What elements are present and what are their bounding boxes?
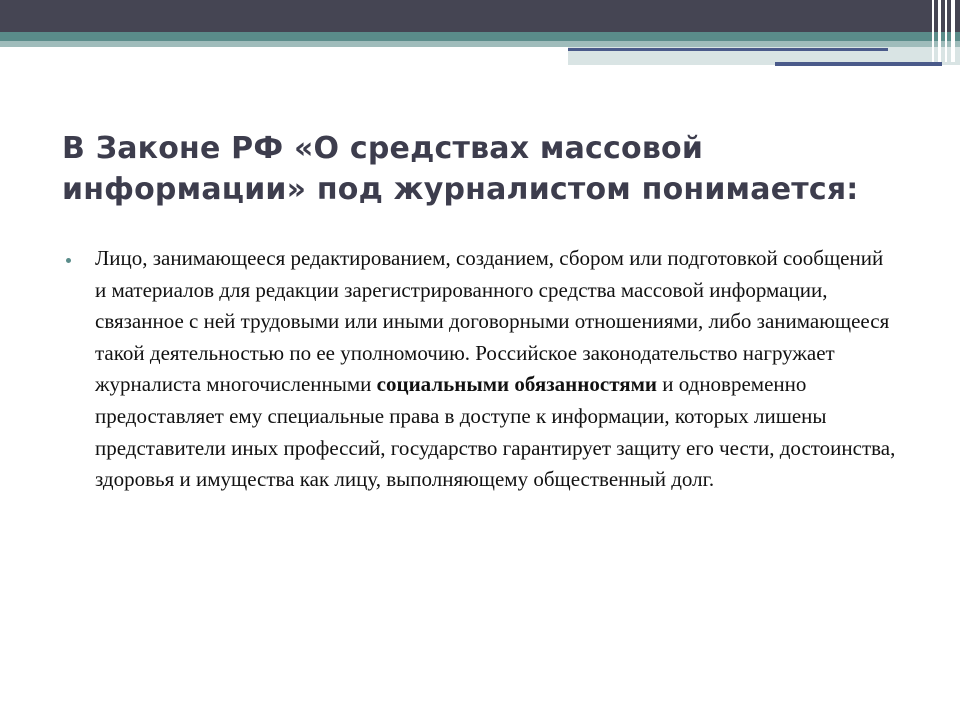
header-stripes xyxy=(930,0,960,62)
header-accent-line xyxy=(568,48,888,51)
title-line-2: информации» под журналистом понимается: xyxy=(62,172,859,207)
bullet-dot-icon xyxy=(66,258,71,263)
bullet-text-part-1: Лицо, занимающееся редактированием, созданием, сбором или подготовкой сообщений и материалов для редакции зарегистрированного средства массовой информации, связанное с ней трудовыми или иными договорными отношениями, либо занимающееся такой деятельностью по ее уполномочию. Российское законодательство нагружает журналиста многочисленными xyxy=(95,246,890,397)
header-band-teal xyxy=(0,32,960,41)
header-band-dark xyxy=(0,0,960,32)
bullet-text xyxy=(95,243,898,496)
bullet-text-bold: социальными обязанностями xyxy=(376,372,657,397)
title-line-1: В Законе РФ «О средствах массовой xyxy=(62,131,704,166)
slide-title xyxy=(62,128,922,210)
bullet-text-part-2: и одновременно предоставляет ему специальные права в доступе к информации, которых лишены представители иных профессий, государство гарантирует защиту его чести, достоинства, здоровья и имущества как лицу, выполняющему общественный долг. xyxy=(95,372,896,492)
bullet-item xyxy=(66,243,898,496)
header-accent-line-short xyxy=(775,62,942,66)
